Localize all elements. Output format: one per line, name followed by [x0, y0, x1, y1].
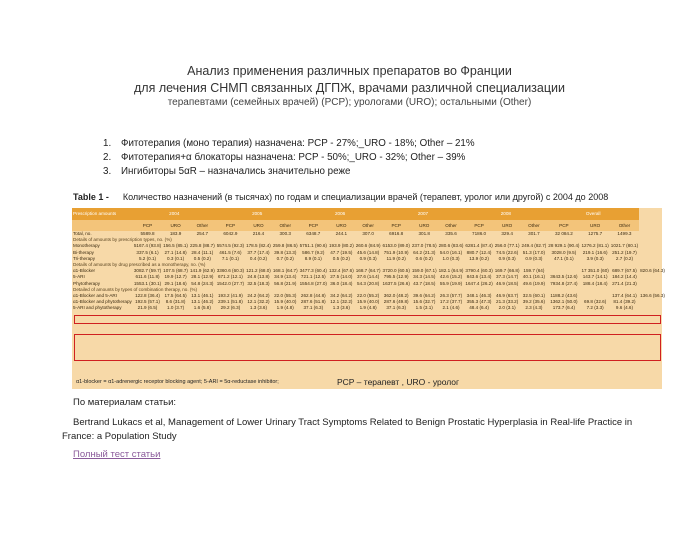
table-cell: 355.3 (47.3) — [466, 299, 492, 305]
table-cell: 54.0 (16.1) — [439, 249, 463, 255]
table-cell: 37.6 (14.4) — [357, 274, 380, 280]
table-cell: 329.4 — [501, 231, 513, 237]
table-cell: 17.2 (37.7) — [439, 299, 463, 305]
table-cell: 173.7 (6.4) — [552, 305, 575, 311]
table-subcol-cell: PCP — [133, 220, 162, 231]
table-cell: 74.5 (22.6) — [496, 249, 519, 255]
table-cell: 254.7 — [196, 231, 209, 237]
table-cell: 39.2 (35.6) — [522, 299, 546, 305]
page-subtitle-specialties: терапевтами (семейных врачей) (PCP); урологами (URO); остальными (Other) — [167, 97, 532, 108]
table-cell: 45.6 (14.8) — [357, 249, 380, 255]
abbreviation-note: α1-blocker = α1-adrenergic receptor blocking agent; 5-ARI = 5α-reductase inhibitor; — [76, 379, 279, 385]
table-year-cell: 2005 — [216, 208, 299, 220]
table-subcol-cell: PCP — [382, 220, 411, 231]
table-cell: 169.7 (66.8) — [494, 268, 520, 274]
table-cell: 1188.2 (43.6) — [550, 292, 578, 298]
table-year-cell: 2007 — [382, 208, 465, 220]
table-cell: 28 929.1 (90.4) — [548, 243, 580, 249]
table-year-header — [72, 208, 666, 220]
table-cell: 37.1 (6.3) — [386, 305, 407, 311]
table-subcol-cell: URO — [245, 220, 272, 231]
table-year-cell: 2004 — [133, 208, 216, 220]
highlight-combination-rows — [74, 334, 661, 361]
table-row — [72, 243, 666, 249]
table-label: Table 1 - — [73, 192, 109, 202]
table-cell: 15.9 (40.0) — [357, 299, 380, 305]
table-cell: 6153.0 (89.0) — [382, 243, 410, 249]
page-title: Анализ применения различных препаратов во Франции — [187, 64, 512, 78]
table-cell: 3360.6 (60.3) — [216, 268, 245, 274]
full-text-link[interactable]: Полный тест статьи — [73, 449, 161, 460]
table-cell: 15.9 (40.0) — [274, 299, 297, 305]
prescription-data-table — [72, 208, 666, 311]
table-subcol-cell: Other — [438, 220, 465, 231]
table-cell: 1.3 (3.6) — [332, 305, 350, 311]
table-cell: 42.6 (15.2) — [439, 274, 463, 280]
table-cell: 15.6 (32.7) — [413, 299, 436, 305]
table-cell: 141.9 (62.9) — [189, 268, 215, 274]
table-year-cell: 2006 — [299, 208, 382, 220]
table-caption — [73, 192, 608, 202]
table-cell: 280.6 (83.6) — [438, 243, 464, 249]
table-cell: 1499.3 — [617, 231, 632, 237]
table-cell: 37.3 (14.7) — [496, 274, 519, 280]
table-row-label: Bi-therapy — [73, 249, 94, 255]
table-cell: 159.7 (64) — [523, 268, 545, 274]
table-subcol-cell: Other — [521, 220, 548, 231]
table-cell: 136.6 (56.3) — [640, 292, 665, 298]
table-cell: 0.5 (0.2) — [332, 255, 350, 261]
table-cell: 29.1 (18.6) — [164, 280, 187, 286]
table-cell: 1.3 (3.6) — [249, 305, 267, 311]
table-cell: 37.7 (17.4) — [247, 249, 270, 255]
table-cell: 348.1 (46.3) — [466, 292, 492, 298]
table-cell: 1.6 (5.8) — [193, 305, 211, 311]
table-cell: 1275.7 — [588, 231, 603, 237]
table-cell: 37.1 (6.3) — [303, 305, 324, 311]
table-cell: 54.3 (20.8) — [357, 280, 380, 286]
table-cell: 64.2 (21.3) — [413, 249, 436, 255]
table-row-label: Total, no. — [73, 231, 92, 237]
table-row-label: α1-Blocker and 5-ARI — [73, 292, 118, 298]
table-subcol-cell: URO — [494, 220, 521, 231]
table-cell: 137.4 (64.1) — [612, 292, 637, 298]
table-cell: 671.2 (12.1) — [218, 274, 243, 280]
table-subcol-cell: Other — [355, 220, 382, 231]
citation: Bertrand Lukacs et al, Management of Lower Urinary Tract Symptoms Related to Benign Prostatic Hyperplasia in Real-life Practice in France: a Population Study — [62, 417, 633, 442]
table-cell: 251.2 (19.7) — [612, 249, 637, 255]
table-cell: 337.5 (6.1) — [136, 249, 159, 255]
table-cell: 219.1 (16.6) — [582, 249, 608, 255]
table-cell: 2.1 (4.6) — [442, 305, 460, 311]
table-cell: 0.9 (0.3) — [525, 255, 543, 261]
table-year-cell: Overall — [547, 208, 639, 220]
table-cell: 81.4 (39.2) — [613, 299, 636, 305]
table-cell: 0.5 (0.2) — [193, 255, 211, 261]
table-cell: 6042.9 — [223, 231, 238, 237]
table-cell: 5167.4 (93.8) — [133, 243, 162, 249]
table-cell: 1276.2 (81.1) — [581, 243, 609, 249]
table-subheader — [72, 220, 666, 231]
table-cell: 34.3 (14.5) — [413, 274, 436, 280]
source-label: По материалам статьи: — [73, 397, 177, 408]
table-cell: 121.2 (68.0) — [246, 268, 271, 274]
table-cell: 7186.0 — [472, 231, 487, 237]
table-cell: 1542.0 (27.7) — [216, 280, 245, 286]
table-cell: 39.8 (13.3) — [274, 249, 297, 255]
table-cell: 26.3 (57.7) — [439, 292, 463, 298]
table-cell: 5751.1 (90.6) — [299, 243, 327, 249]
table-cell: 48.4 (6.4) — [469, 305, 489, 311]
table-subcol-cell: PCP — [216, 220, 245, 231]
table-cell: 32.5 (18.3) — [247, 280, 270, 286]
table-cell: 178.5 (82.4) — [246, 243, 271, 249]
table-cell: 9.6 (4.6) — [615, 305, 634, 311]
table-cell: 1553.1 (30.1) — [133, 280, 162, 286]
table-cell: 287.6 (51.8) — [300, 299, 326, 305]
table-cell: 0.9 (0.3) — [359, 255, 377, 261]
table-cell: 362.0 (48.2) — [383, 292, 409, 298]
table-subcol-cell: URO — [411, 220, 438, 231]
table-cell: 259.8 (86.5) — [272, 243, 298, 249]
finding-item: 3. Ингибиторы 5αR – назначались значительно реже — [103, 166, 351, 177]
table-cell: 47.1 (0.1) — [554, 255, 574, 261]
table-cell: 7934.8 (27.4) — [550, 280, 578, 286]
table-subcol-cell: URO — [162, 220, 189, 231]
table-subcol-cell: PCP — [299, 220, 328, 231]
table-subcol-cell: Other — [272, 220, 299, 231]
table-cell: 28.4 (11.1) — [191, 249, 214, 255]
table-subcol-cell: PCP — [547, 220, 580, 231]
table-subcol-cell: PCP — [464, 220, 493, 231]
table-row — [72, 281, 666, 287]
table-cell: 188.4 (18.4) — [582, 280, 608, 286]
table-caption-text: Количество назначений (в тысячах) по годам и специализации врачей (терапевт, уролог или другой) с 2004 до 2008 — [122, 192, 609, 202]
table-cell: 43.7 (18.5) — [413, 280, 436, 286]
table-cell: 51.3 (17.0) — [522, 249, 546, 255]
table-cell: 55.9 (19.9) — [439, 280, 463, 286]
table-row-label: Monotherapy — [73, 243, 100, 249]
table-cell: 32 084.2 — [554, 231, 573, 237]
table-row-label: α1-Blocker and phytotherapy — [73, 299, 132, 305]
table-section-label: Details of amounts by drug prescribed as a monotherapy, no. (%) — [73, 262, 206, 268]
table-footnote — [72, 376, 662, 389]
table-cell: 13.1 (46.2) — [191, 299, 214, 305]
table-cell: 107.5 (68.7) — [163, 268, 188, 274]
table-row-label: Tri-therapy — [73, 255, 96, 261]
table-cell: 6916.8 — [389, 231, 404, 237]
table-cell: 6348.7 — [306, 231, 321, 237]
table-cell: 34.9 (13.4) — [274, 274, 297, 280]
table-cell: 22.0 (55.3) — [274, 292, 297, 298]
table-cell: 2.3 (4.3) — [525, 305, 543, 311]
table-cell: 32.5 (60.1) — [522, 292, 546, 298]
table-cell: 39.6 (64.2) — [413, 292, 436, 298]
table-cell: 40.1 (16.1) — [522, 274, 546, 280]
table-corner-label: Prescription amounts — [72, 208, 133, 220]
table-cell: 49.6 (19.9) — [522, 280, 546, 286]
table-cell: 8.6 (31.8) — [165, 299, 186, 305]
table-cell: 721.1 (12.5) — [300, 274, 326, 280]
highlight-phytotherapy-row — [74, 315, 661, 324]
table-cell: 1647.4 (26.2) — [465, 280, 493, 286]
table-cell: 3790.4 (60.3) — [465, 268, 493, 274]
table-cell: 0.7 (0.2) — [276, 255, 294, 261]
table-cell: 335.6 — [445, 231, 457, 237]
table-cell: 1.0 (3.7) — [167, 305, 185, 311]
table-cell: 7.2 (3.3) — [586, 305, 604, 311]
table-cell: 122.8 (36.4) — [135, 292, 160, 298]
table-cell: 36.0 (18.4) — [330, 280, 353, 286]
table-row-label: 5-ARI and phytotherapy — [73, 305, 122, 311]
table-cell: 5574.5 (92.3) — [216, 243, 245, 249]
table-cell: 6281.4 (87.4) — [465, 243, 493, 249]
table-cell: 1554.8 (27.0) — [299, 280, 327, 286]
table-cell: 1.0 (0.3) — [442, 255, 460, 261]
table-cell: 260.6 (84.9) — [355, 243, 381, 249]
table-cell: 17 351.0 (60) — [581, 268, 609, 274]
table-cell: 239.1 (51.8) — [218, 299, 243, 305]
finding-item: 1. Фитотерапия (моно терапия) назначена: PCP - 27%;_URO - 18%; Other – 21% — [103, 138, 475, 149]
table-cell: 301.8 — [418, 231, 430, 237]
table-cell: 156.5 (85.1) — [163, 243, 188, 249]
table-cell: 159.0 (67.1) — [411, 268, 437, 274]
table-cell: 301.7 — [528, 231, 540, 237]
table-cell: 46.9 (18.5) — [496, 280, 519, 286]
table-cell: 56.8 (21.9) — [274, 280, 297, 286]
findings-list — [103, 137, 475, 179]
table-row — [72, 305, 666, 311]
table-cell: 183.9 — [169, 231, 182, 237]
table-cell: 11.9 (0.2) — [386, 255, 406, 261]
table-cell: 843.6 (13.4) — [466, 274, 492, 280]
table-cell: 3720.0 (60.5) — [382, 268, 410, 274]
table-row-label: α1-Blocker — [73, 268, 96, 274]
table-cell: 611.6 (11.8) — [135, 274, 160, 280]
table-cell: 249.4 (82.7) — [521, 243, 547, 249]
table-subcol-cell: URO — [580, 220, 609, 231]
table-cell: 21.3 (33.2) — [496, 299, 519, 305]
table-cell: 143.7 (14.1) — [582, 274, 608, 280]
table-cell: 307.0 — [362, 231, 374, 237]
table-cell: 24.2 (64.2) — [247, 292, 270, 298]
table-subcol-cell: URO — [328, 220, 355, 231]
table-cell: 3.9 (0.3) — [586, 255, 604, 261]
table-cell: 2.7 (0.2) — [615, 255, 634, 261]
table-cell: 168.1 (64.7) — [272, 268, 298, 274]
table-cell: 689.7 (67.5) — [612, 268, 637, 274]
table-cell: 262.8 (44.8) — [300, 292, 326, 298]
table-cell: 46.9 (63.7) — [496, 292, 519, 298]
table-cell: 29.2 (6.3) — [220, 305, 241, 311]
table-cell: 28.1 (12.9) — [191, 274, 214, 280]
table-cell: 820.6 (64.3) — [640, 268, 665, 274]
table-cell: 12.1 (32.2) — [330, 299, 353, 305]
table-cell: 3643.5 (12.6) — [550, 274, 578, 280]
table-cell: 0.4 (0.2) — [249, 255, 267, 261]
table-cell: 3082.7 (59.7) — [133, 268, 162, 274]
table-cell: 7.1 (0.1) — [221, 255, 239, 261]
table-cell: 2.0 (3.1) — [498, 305, 516, 311]
table-subheader-spacer — [72, 220, 133, 231]
table-cell: 1.9 (4.8) — [276, 305, 294, 311]
table-cell: 795.5 (12.9) — [383, 274, 409, 280]
table-cell: 244.1 — [335, 231, 348, 237]
table-cell: 287.6 (49.8) — [383, 299, 409, 305]
table-cell: 193.9 (80.2) — [328, 243, 354, 249]
table-cell: 461.5 (7.6) — [219, 249, 242, 255]
table-cell: 27.5 (14.0) — [330, 274, 353, 280]
table-cell: 1.9 (4.8) — [359, 305, 377, 311]
table-cell: 12.1 (32.2) — [247, 299, 270, 305]
table-cell: 13.1 (46.1) — [191, 292, 214, 298]
table-cell: 193.2 (41.9) — [218, 292, 243, 298]
table-cell: 3028.0 (9.5) — [551, 249, 577, 255]
table-cell: 21.9 (6.5) — [137, 305, 158, 311]
page-subtitle: для лечения СНМП связанных ДГПЖ, врачами различной специализации — [134, 81, 565, 95]
table-cell: 586.7 (9.2) — [302, 249, 325, 255]
table-cell: 5589.8 — [140, 231, 155, 237]
table-cell: 3477.3 (60.4) — [299, 268, 327, 274]
table-cell: 0.3 (0.1) — [167, 255, 185, 261]
specialty-legend: PCP – терапевт , URO - уролог — [337, 377, 460, 387]
table-row-label: 5-ARI — [73, 274, 85, 280]
table-section-label: Detailed of amounts by types of combination therapy, no. (%) — [73, 286, 198, 292]
table-cell: 0.9 (0.3) — [498, 255, 516, 261]
table-cell: 19.9 (12.7) — [164, 274, 187, 280]
table-cell: 69.8 (32.6) — [584, 299, 607, 305]
table-cell: 182.1 (64.9) — [438, 268, 464, 274]
table-cell: 168.7 (64.7) — [355, 268, 381, 274]
table-section-label: Details of amounts by prescription types, no. (%) — [73, 237, 172, 243]
table-cell: 237.0 (78.5) — [411, 243, 437, 249]
table-cell: 1637.5 (26.6) — [382, 280, 410, 286]
table-cell: 880.7 (12.4) — [466, 249, 492, 255]
table-cell: 256.0 (77.1) — [494, 243, 520, 249]
table-cell: 300.3 — [279, 231, 291, 237]
table-cell: 13.9 (0.2) — [469, 255, 489, 261]
table-cell: 34.2 (64.2) — [330, 292, 353, 298]
table-row-label: Phytotherapy — [73, 280, 101, 286]
table-cell: 184.2 (14.4) — [612, 274, 637, 280]
table-cell: 225.8 (88.7) — [189, 243, 215, 249]
table-cell: 751.9 (10.9) — [383, 249, 409, 255]
table-cell: 1.5 (3.1) — [415, 305, 433, 311]
table-subcol-cell: Other — [610, 220, 639, 231]
table-cell: 216.4 — [252, 231, 265, 237]
table-cell: 1362.1 (50.0) — [550, 299, 578, 305]
table-cell: 271.4 (21.3) — [612, 280, 637, 286]
table-cell: 24.6 (13.8) — [247, 274, 270, 280]
table-cell: 192.5 (57.1) — [135, 299, 160, 305]
table-cell: 8.9 (0.1) — [304, 255, 322, 261]
table-cell: 1021.7 (80.1) — [610, 243, 639, 249]
table-cell: 27.1 (14.8) — [164, 249, 187, 255]
table-year-cell: 2008 — [464, 208, 547, 220]
table-cell: 22.0 (55.2) — [357, 292, 380, 298]
table-cell: 0.6 (0.2) — [415, 255, 433, 261]
table-cell: 47.7 (19.5) — [330, 249, 353, 255]
finding-item: 2. Фитотерапия+α блокаторы назначена: PCP - 50%;_URO - 32%; Other – 39% — [103, 152, 466, 163]
table-cell: 132.4 (67.6) — [328, 268, 354, 274]
table-subcol-cell: Other — [189, 220, 216, 231]
table-cell: 5.2 (0.1) — [138, 255, 157, 261]
table-cell: 17.5 (64.5) — [164, 292, 187, 298]
table-cell: 54.8 (24.3) — [191, 280, 214, 286]
